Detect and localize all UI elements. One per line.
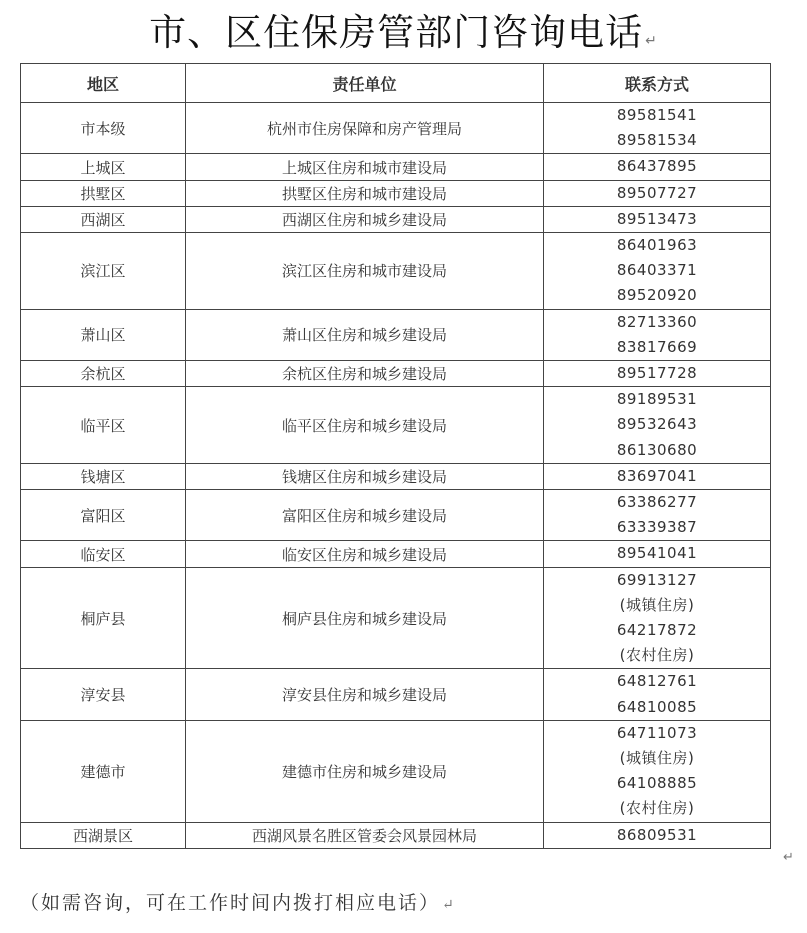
region-cell: 上城区 [21, 154, 186, 180]
footnote-text: （如需咨询，可在工作时间内拨打相应电话） [20, 892, 441, 914]
unit-cell: 临平区住房和城乡建设局 [186, 387, 544, 464]
header-contact: 联系方式 [544, 64, 771, 103]
region-cell: 余杭区 [21, 361, 186, 387]
contact-cell [544, 720, 771, 822]
table-row [21, 490, 771, 541]
phone-line: 89532643 [616, 415, 698, 434]
phone-line: 86130680 [616, 440, 698, 459]
region-cell: 萧山区 [21, 309, 186, 360]
unit-cell: 萧山区住房和城乡建设局 [186, 309, 544, 360]
unit-cell: 滨江区住房和城市建设局 [186, 233, 544, 310]
footnote [20, 888, 456, 915]
region-cell: 淳安县 [21, 669, 186, 720]
contact-table [20, 63, 771, 849]
unit-cell: 西湖风景名胜区管委会风景园林局 [186, 822, 544, 848]
phone-line: 89541041 [616, 544, 698, 563]
table-row [21, 822, 771, 848]
region-cell: 临安区 [21, 541, 186, 567]
phone-line: 89513473 [616, 209, 698, 228]
phone-line: 69913127 [616, 570, 698, 589]
phone-line: 64108885 [616, 774, 698, 793]
contact-cell [544, 103, 771, 154]
unit-cell: 临安区住房和城乡建设局 [186, 541, 544, 567]
table-row [21, 154, 771, 180]
region-cell: 拱墅区 [21, 180, 186, 206]
table-row [21, 567, 771, 669]
unit-cell: 杭州市住房保障和房产管理局 [186, 103, 544, 154]
unit-cell: 钱塘区住房和城乡建设局 [186, 463, 544, 489]
phone-line: 63339387 [616, 518, 698, 537]
table-row [21, 541, 771, 567]
phone-line: 83817669 [616, 337, 698, 356]
contact-cell [544, 541, 771, 567]
header-unit: 责任单位 [186, 64, 544, 103]
contact-cell [544, 822, 771, 848]
region-cell: 钱塘区 [21, 463, 186, 489]
phone-line: 83697041 [616, 466, 698, 485]
contact-cell [544, 387, 771, 464]
phone-line: 63386277 [616, 493, 698, 512]
phone-line: 89520920 [616, 286, 698, 305]
table-row [21, 720, 771, 822]
table-row [21, 387, 771, 464]
unit-cell: 桐庐县住房和城乡建设局 [186, 567, 544, 669]
phone-line: 89507727 [616, 183, 698, 202]
page-title-text: 市、区住保房管部门咨询电话 [149, 11, 644, 54]
unit-cell: 建德市住房和城乡建设局 [186, 720, 544, 822]
contact-cell [544, 206, 771, 232]
phone-line: (农村住房) [619, 646, 695, 665]
paragraph-mark-icon: ↵ [645, 33, 658, 49]
table-row [21, 463, 771, 489]
contact-cell [544, 669, 771, 720]
table-row [21, 669, 771, 720]
table-row [21, 206, 771, 232]
region-cell: 富阳区 [21, 490, 186, 541]
phone-line: 86809531 [616, 825, 698, 844]
phone-line: (农村住房) [619, 799, 695, 818]
contact-cell [544, 463, 771, 489]
phone-line: 82713360 [616, 312, 698, 331]
table-row [21, 233, 771, 310]
phone-line: 89517728 [616, 364, 698, 383]
contact-cell [544, 309, 771, 360]
unit-cell: 余杭区住房和城乡建设局 [186, 361, 544, 387]
region-cell: 市本级 [21, 103, 186, 154]
unit-cell: 富阳区住房和城乡建设局 [186, 490, 544, 541]
table-end-mark-icon: ↵ [783, 850, 794, 865]
region-cell: 建德市 [21, 720, 186, 822]
table-row [21, 309, 771, 360]
phone-line: 64711073 [616, 723, 698, 742]
unit-cell: 西湖区住房和城乡建设局 [186, 206, 544, 232]
contact-cell [544, 154, 771, 180]
region-cell: 临平区 [21, 387, 186, 464]
region-cell: 西湖区 [21, 206, 186, 232]
region-cell: 桐庐县 [21, 567, 186, 669]
table-row [21, 103, 771, 154]
page-title [0, 10, 807, 64]
phone-line: (城镇住房) [619, 595, 695, 614]
phone-line: 64812761 [616, 672, 698, 691]
unit-cell: 拱墅区住房和城市建设局 [186, 180, 544, 206]
contact-cell [544, 233, 771, 310]
phone-line: 86401963 [616, 236, 698, 255]
table-body [21, 103, 771, 849]
header-region: 地区 [21, 64, 186, 103]
contact-cell [544, 490, 771, 541]
phone-line: 89189531 [616, 390, 698, 409]
region-cell: 滨江区 [21, 233, 186, 310]
phone-line: 89581534 [616, 131, 698, 150]
phone-line: 86403371 [616, 261, 698, 280]
table-row [21, 180, 771, 206]
contact-cell [544, 180, 771, 206]
table-row [21, 361, 771, 387]
region-cell: 西湖景区 [21, 822, 186, 848]
contact-cell [544, 567, 771, 669]
unit-cell: 淳安县住房和城乡建设局 [186, 669, 544, 720]
phone-line: 86437895 [616, 157, 698, 176]
paragraph-mark-icon: ↵ [442, 897, 456, 913]
phone-line: 89581541 [616, 106, 698, 124]
table-header-row [21, 64, 771, 103]
phone-line: 64217872 [616, 621, 698, 640]
contact-cell [544, 361, 771, 387]
phone-line: (城镇住房) [619, 749, 695, 768]
phone-line: 64810085 [616, 697, 698, 716]
unit-cell: 上城区住房和城市建设局 [186, 154, 544, 180]
